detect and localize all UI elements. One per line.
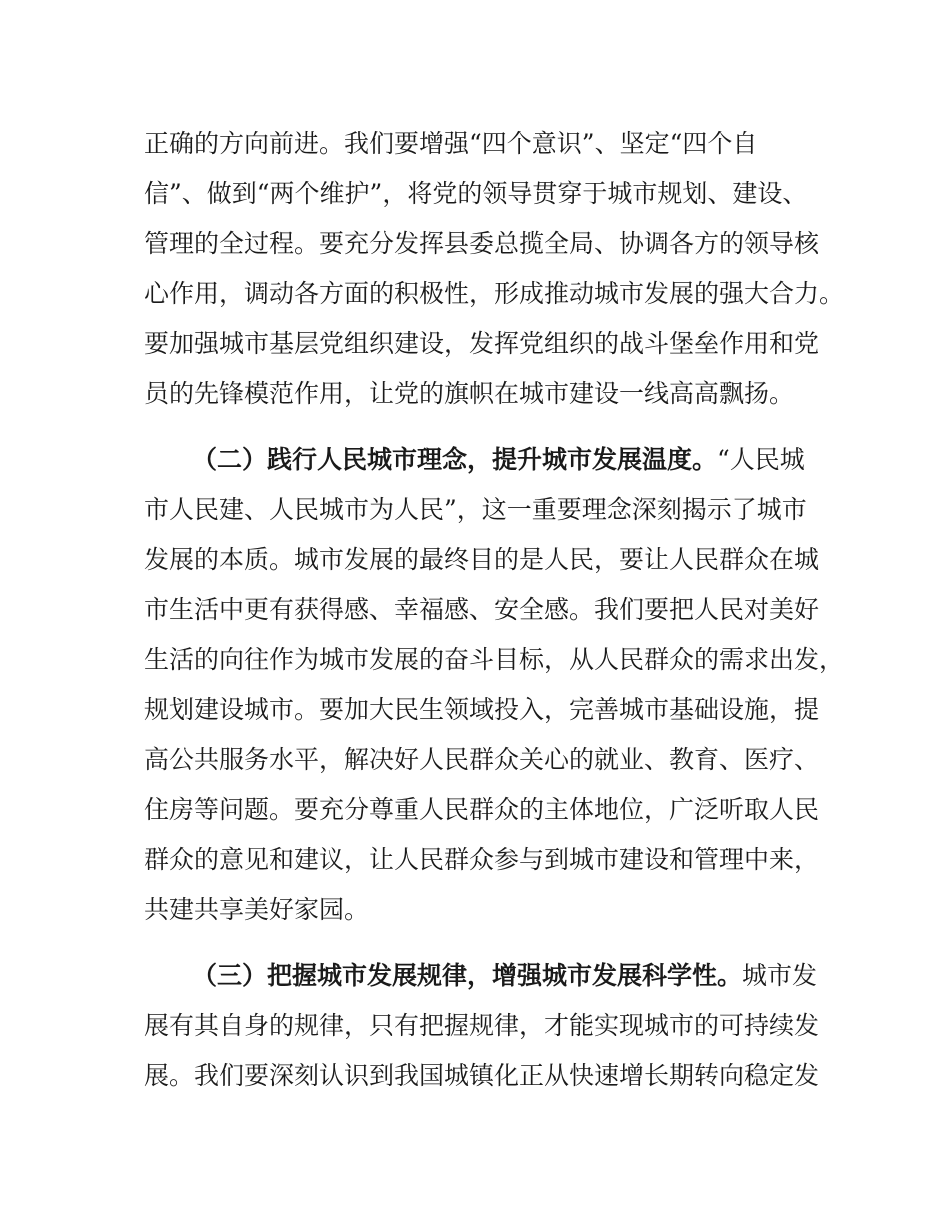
paragraph-1-line: 心作用，调动各方面的积极性，形成推动城市发展的强大合力。 (144, 279, 845, 308)
paragraph-2-line: 发展的本质。城市发展的最终目的是人民，要让人民群众在城 (144, 545, 820, 574)
paragraph-2-line: 规划建设城市。要加大民生领域投入，完善城市基础设施，提 (144, 695, 820, 724)
paragraph-2-line: 生活的向往作为城市发展的奋斗目标，从人民群众的需求出发， (144, 645, 845, 674)
paragraph-3-line: 展。我们要深刻认识到我国城镇化正从快速增长期转向稳定发 (144, 1061, 820, 1090)
section-heading-2: （二）践行人民城市理念，提升城市发展温度。 (192, 445, 718, 474)
paragraph-2-first-line (192, 443, 805, 477)
paragraph-3-line: 展有其自身的规律，只有把握规律，才能实现城市的可持续发 (144, 1011, 820, 1040)
paragraph-1-line: 管理的全过程。要充分发挥县委总揽全局、协调各方的领导核 (144, 229, 820, 258)
section-heading-3: （三）把握城市发展规律，增强城市发展科学性。 (192, 961, 743, 990)
paragraph-2-line: 市生活中更有获得感、幸福感、安全感。我们要把人民对美好 (144, 595, 820, 624)
paragraph-2-line: 群众的意见和建议，让人民群众参与到城市建设和管理中来， (144, 845, 820, 874)
paragraph-1-line: 信”、做到“两个维护”，将党的领导贯穿于城市规划、建设、 (144, 179, 808, 208)
paragraph-1-line: 要加强城市基层党组织建设，发挥党组织的战斗堡垒作用和党 (144, 329, 820, 358)
paragraph-2-line: 高公共服务水平，解决好人民群众关心的就业、教育、医疗、 (144, 745, 820, 774)
paragraph-1-line: 正确的方向前进。我们要增强“四个意识”、坚定“四个自 (144, 129, 758, 158)
paragraph-3-first-line (192, 959, 817, 993)
paragraph-2-first-line-text: “人民城 (717, 445, 805, 474)
paragraph-2-line: 市人民建、人民城市为人民”，这一重要理念深刻揭示了城市 (144, 495, 807, 524)
paragraph-2-line: 住房等问题。要充分尊重人民群众的主体地位，广泛听取人民 (144, 795, 820, 824)
paragraph-2-line: 共建共享美好家园。 (144, 895, 370, 924)
paragraph-3-first-line-text: 城市发 (742, 961, 818, 990)
paragraph-1-line: 员的先锋模范作用，让党的旗帜在城市建设一线高高飘扬。 (144, 379, 795, 408)
